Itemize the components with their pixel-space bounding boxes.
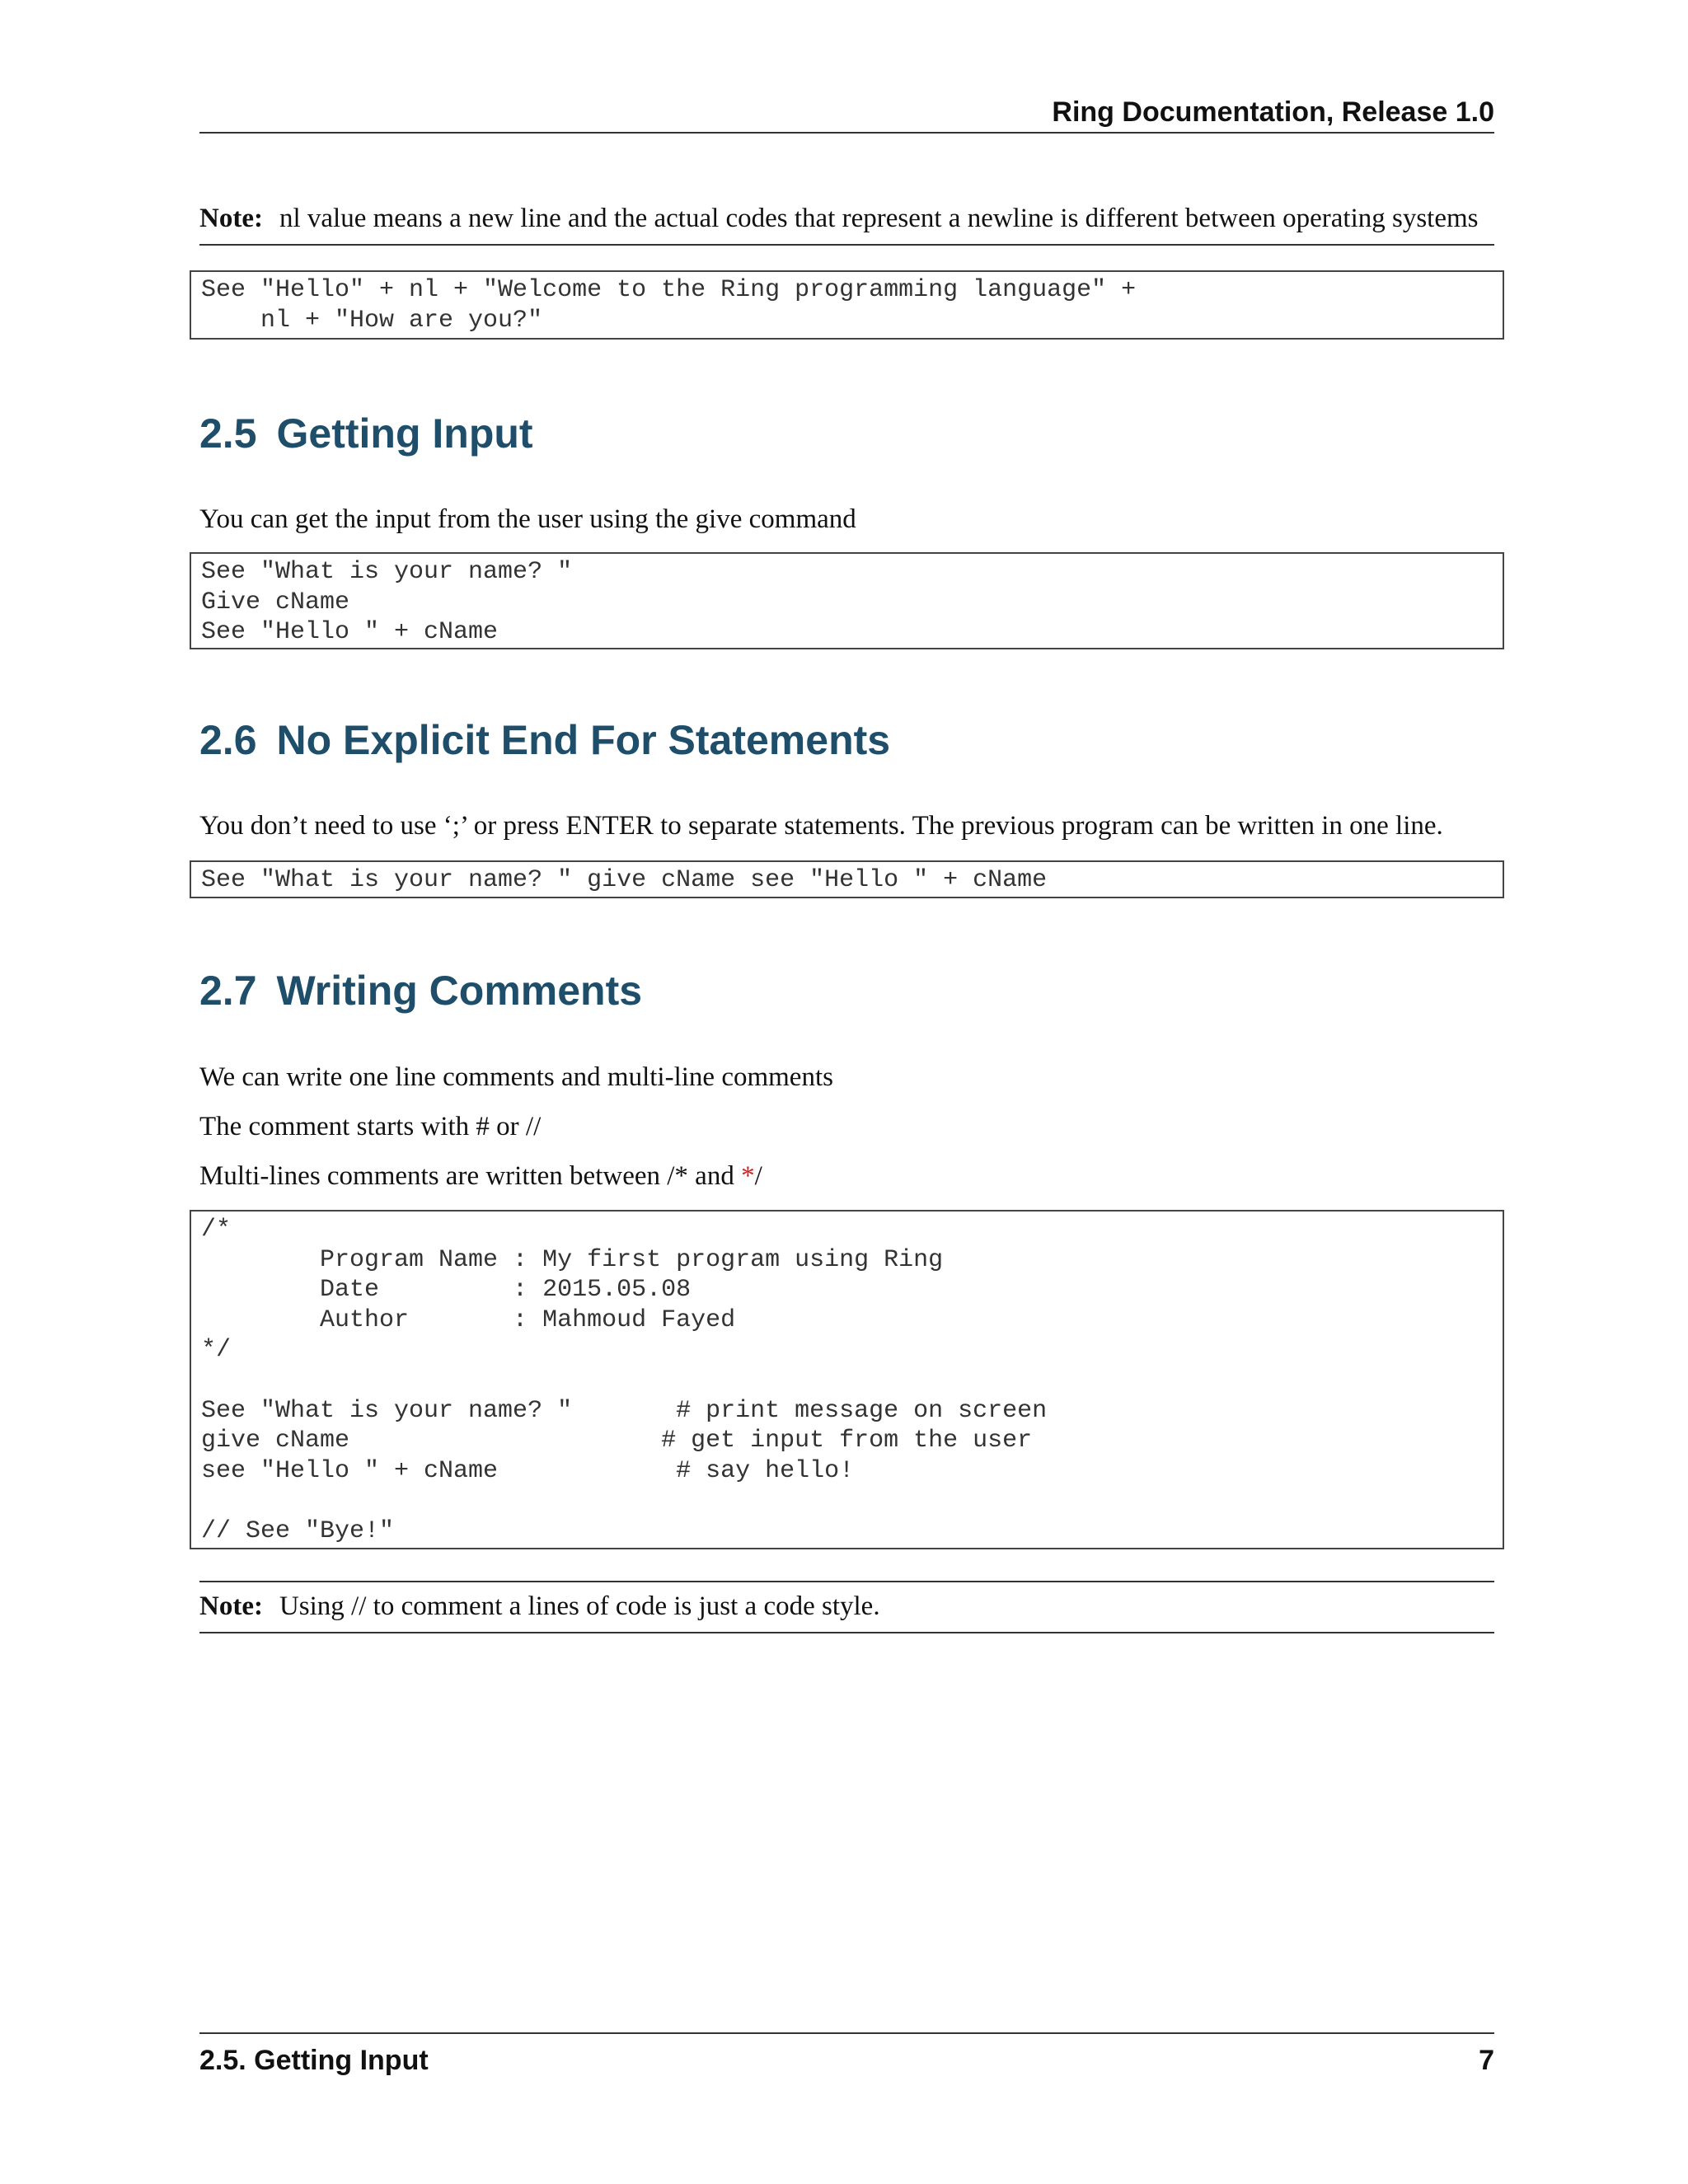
- code-line: [201, 1366, 1493, 1396]
- document-page: [199, 0, 1494, 2184]
- code-block-newline: [190, 270, 1504, 340]
- running-footer: [199, 2032, 1494, 2076]
- paragraph-text: Multi-lines comments are written between /* and: [199, 1161, 742, 1191]
- code-line: // See "Bye!": [201, 1516, 395, 1545]
- header-title: Ring Documentation, Release 1.0: [1052, 96, 1494, 128]
- note-comment-style: [199, 1581, 1494, 1633]
- paragraph: We can write one line comments and multi-line comments: [199, 1062, 833, 1092]
- code-line: /*: [201, 1216, 232, 1244]
- code-line: Author : Mahmoud Fayed: [201, 1305, 736, 1334]
- code-line: See "What is your name? ": [201, 558, 573, 586]
- section-heading-getting-input: [199, 409, 533, 458]
- code-line: give cName # get input from the user: [201, 1427, 1033, 1455]
- paragraph-text: /: [754, 1161, 762, 1191]
- code-line: */: [201, 1336, 232, 1365]
- paragraph: The comment starts with # or //: [199, 1112, 542, 1141]
- paragraph: You don’t need to use ‘;’ or press ENTER to separate statements. The previous program can be written in one line.: [199, 811, 1443, 841]
- section-heading-writing-comments: [199, 966, 642, 1015]
- section-number: 2.6: [199, 717, 257, 763]
- code-line: Program Name : My first program using Ring: [201, 1245, 944, 1274]
- note-text: Using // to comment a lines of code is just a code style.: [279, 1591, 880, 1621]
- code-block-getting-input: [190, 552, 1504, 649]
- section-number: 2.5: [199, 410, 257, 457]
- code-line: See "Hello " + cName: [201, 618, 499, 647]
- section-title: Writing Comments: [276, 968, 643, 1014]
- code-line: See "Hello" + nl + "Welcome to the Ring programming language" +: [201, 276, 1137, 304]
- code-line: See "What is your name? " give cName see "Hello " + cName: [201, 866, 1048, 894]
- page-number: 7: [1479, 2045, 1494, 2076]
- note-label: Note:: [199, 204, 263, 233]
- code-block-one-line: [190, 860, 1504, 898]
- paragraph-multiline-comments: [199, 1157, 762, 1195]
- note-newline: [199, 199, 1494, 246]
- code-block-comments: [190, 1210, 1504, 1549]
- code-line: [201, 1486, 1493, 1516]
- section-title: No Explicit End For Statements: [276, 717, 891, 763]
- section-number: 2.7: [199, 968, 257, 1014]
- section-heading-no-explicit-end: [199, 715, 890, 765]
- footer-section-link[interactable]: 2.5. Getting Input: [199, 2045, 429, 2076]
- section-title: Getting Input: [276, 410, 533, 457]
- note-label: Note:: [199, 1591, 263, 1621]
- paragraph: You can get the input from the user using the give command: [199, 504, 856, 534]
- running-header: [199, 92, 1494, 134]
- code-line: nl + "How are you?": [201, 306, 543, 335]
- code-line: see "Hello " + cName # say hello!: [201, 1456, 855, 1485]
- code-line: Give cName: [201, 588, 350, 616]
- note-text: nl value means a new line and the actual codes that represent a newline is different between operating systems: [279, 204, 1479, 233]
- code-line: See "What is your name? " # print message on screen: [201, 1396, 1048, 1425]
- emphasis-star: *: [741, 1161, 755, 1191]
- code-line: Date : 2015.05.08: [201, 1276, 692, 1305]
